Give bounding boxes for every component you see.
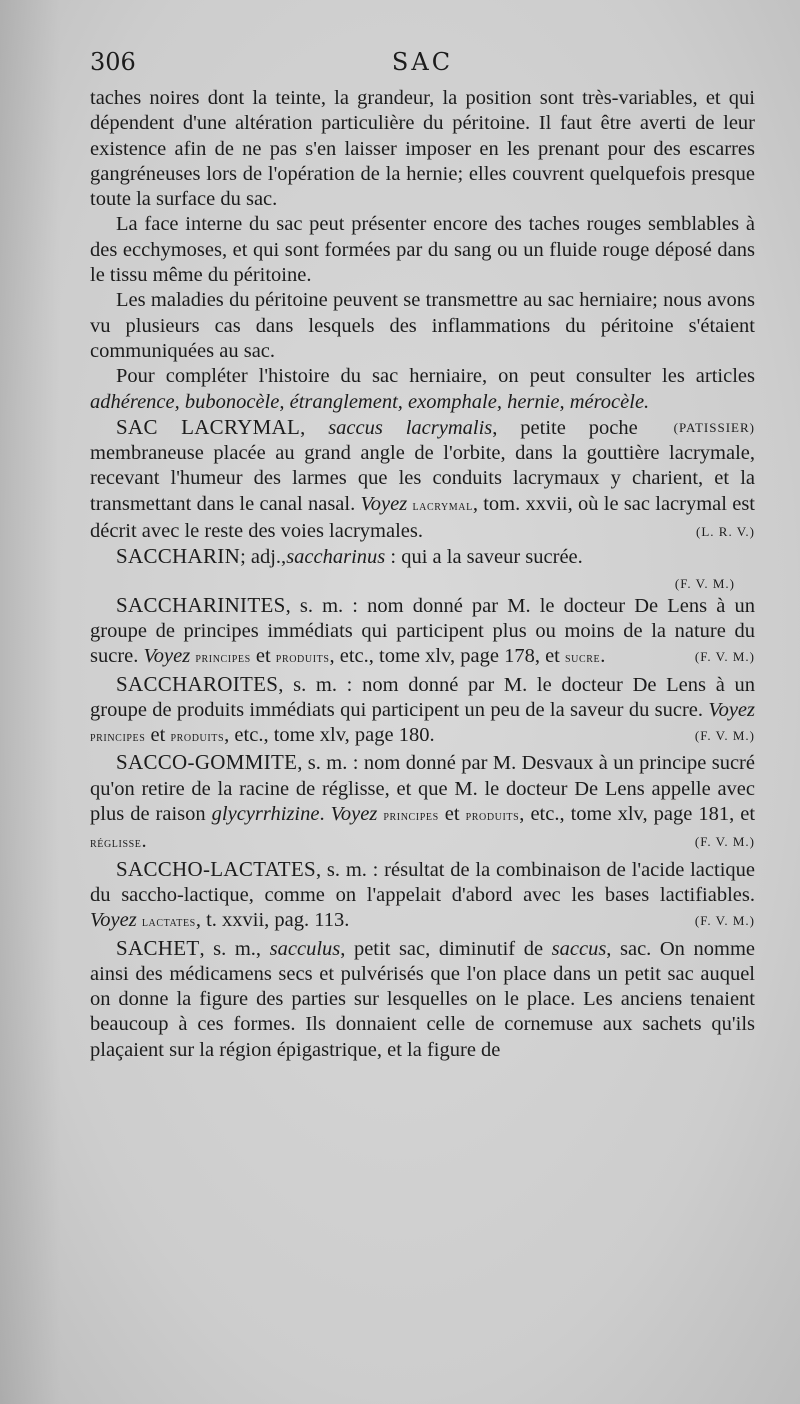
page-header [90,48,755,80]
author-signature: (F. V. M.) [694,728,755,744]
cross-reference: sucre [565,651,601,667]
page-number: 306 [90,48,136,76]
entry-headword: SACCHARIN [116,544,241,569]
entry-headword: SACCHO-LACTATES [116,856,317,881]
body-text [90,86,755,1063]
cross-reference: principes [90,730,146,746]
entry-saccharinites: SACCHARINITES, s. m. : nom donné par M. le docteur De Lens à un groupe de principes immédiats qui participent plus ou moins de la nature du sucre. Voyez principes et produits, etc., tome xlv, page 178, et sucre. (F. V. M.) [90,593,755,672]
page-edge-shadow [0,0,60,1404]
entry-headword: SAC LACRYMAL [116,414,301,439]
entry-headword: SACHET [116,935,200,960]
paragraph: taches noires dont la teinte, la grandeur, la position sont très-variables, et qui dépendent d'une altération particulière du péritoine. Il faut être averti de leur existence afin de ne pas s'en laisser imposer en les prenant pour des escarres gangréneuses lors de l'opération de la hernie; elles couvrent quelquefois presque toute la surface du sac. [90,87,755,211]
cross-reference: lactates [141,915,196,931]
cross-reference-list: adhérence, bubonocèle, étranglement, exomphale, hernie, mérocèle. [90,390,650,413]
cross-reference: principes [195,651,251,667]
paragraph: La face interne du sac peut présenter encore des taches rouges semblables à des ecchymoses, et qui sont formées par du sang ou un fluide rouge déposé dans le tissu même du péritoine. [90,213,755,287]
author-signature: (PATISSIER) [673,419,755,435]
author-signature: (L. R. V.) [696,524,755,540]
entry-saccharoites: SACCHAROITES, s. m. : nom donné par M. le docteur De Lens à un groupe de produits immédiats qui participent un peu de la saveur du sucre. Voyez principes et produits, etc., tome xlv, page 180. (F. V. M.) [90,672,755,751]
cross-reference: principes [383,809,439,825]
entry-sacco-gommite: SACCO-GOMMITE, s. m. : nom donné par M. Desvaux à un principe sucré qu'on retire de la racine de réglisse, et que M. le docteur De Lens appelle avec plus de raison glycyrrhizine. Voyez principes et produits, etc., tome xlv, page 181, et réglisse. (F. V. M.) [90,750,755,856]
entry-headword: SACCHAROITES [116,671,279,696]
cross-reference: produits [170,730,225,746]
entry-saccharin: SACCHARIN; adj.,saccharinus : qui a la saveur sucrée. [116,544,583,569]
paragraph: Pour compléter l'histoire du sac herniaire, on peut consulter les articles adhérence, bubonocèle, étranglement, exomphale, hernie, mérocèle. (PATISSIER) [90,364,755,415]
running-head: SAC [391,48,454,76]
paragraph: Les maladies du péritoine peuvent se transmettre au sac herniaire; nous avons vu plusieurs cas dans lesquels des inflammations du péritoine s'étaient communiquées au sac. [90,289,755,362]
entry-headword: SACCHARINITES [116,592,286,617]
entry-saccho-lactates: SACCHO-LACTATES, s. m. : résultat de la combinaison de l'acide lactique du saccho-lactique, comme on l'appelait d'abord avec les bases lactifiables. Voyez lactates, t. xxvii, pag. 113. (F. V. M.) [90,857,755,936]
author-signature: (F. V. M.) [694,649,755,665]
cross-reference: réglisse [90,836,142,852]
author-signature: (F. V. M.) [694,834,755,850]
cross-reference: produits [275,651,330,667]
entry-sac-lacrymal: SAC LACRYMAL, saccus lacrymalis, petite poche membraneuse placée au grand angle de l'orbite, dans la gouttière lacrymale, recevant l'humeur des larmes que les conduits lacrymaux y charient, et la transmettant dans le canal nasal. Voyez lacrymal, tom. xxvii, où le sac lacrymal est décrit avec le reste des voies lacrymales. (L. R. V.) [90,415,755,544]
cross-reference: produits [465,809,520,825]
entry-sachet: SACHET, s. m., sacculus, petit sac, diminutif de saccus, sac. On nomme ainsi des médicamens secs et pulvérisés que l'on place dans un petit sac auquel on donne la figure des parties sur lesquelles on le place. Les anciens tenaient beaucoup à ces formes. Ils donnaient celle de cornemuse aux sachets qu'ils plaçaient sur la région épigastrique, et la figure de [90,935,755,1061]
author-signature: (F. V. M.) [694,913,755,929]
author-signature: (F. V. M.) [674,575,735,591]
entry-headword: SACCO-GOMMITE [116,750,298,775]
cross-reference: lacrymal [412,498,473,514]
